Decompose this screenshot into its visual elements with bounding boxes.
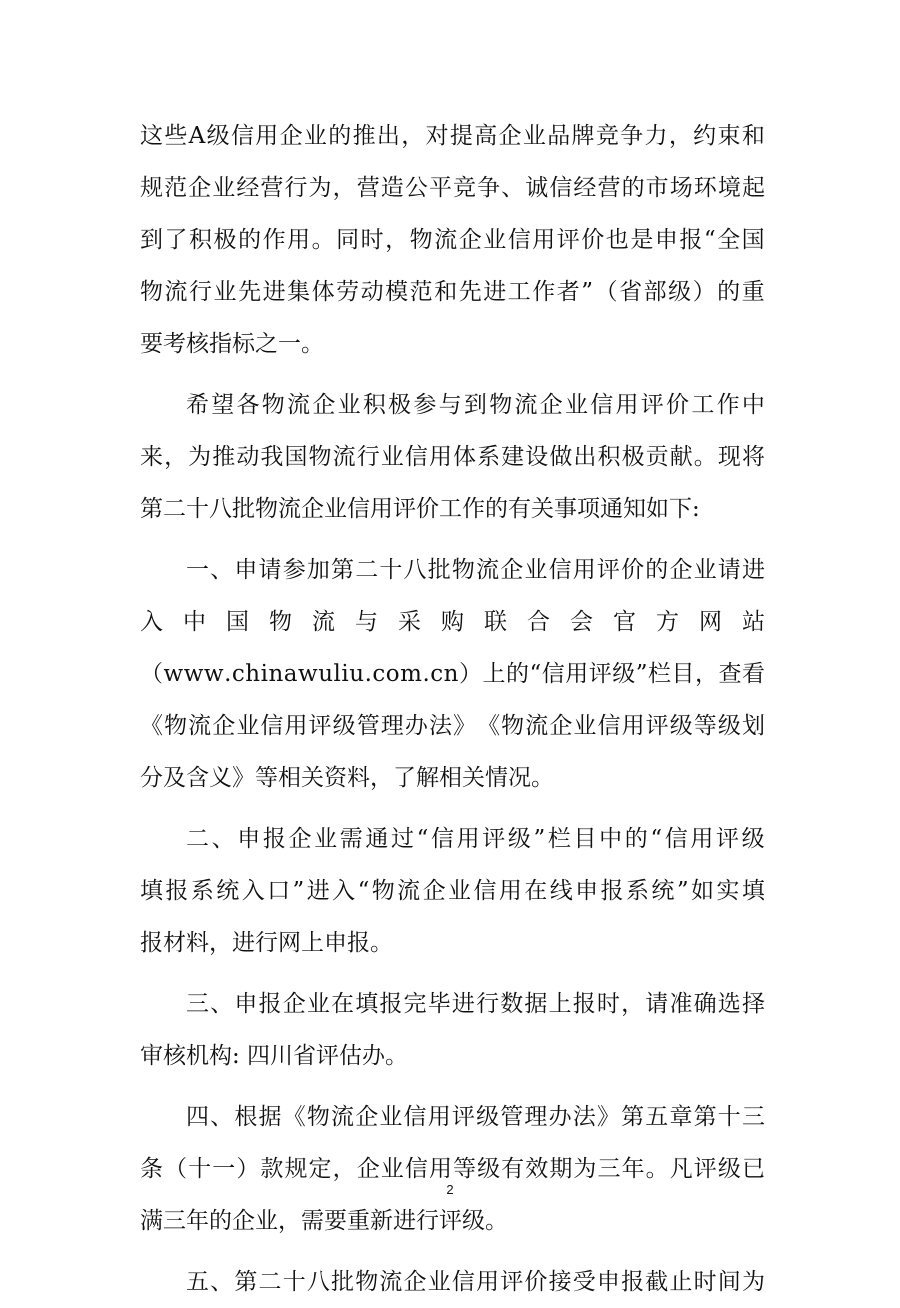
paragraph-item-1 [140, 544, 765, 804]
text-line: 报材料，进行网上申报。 [140, 930, 393, 956]
text-line: 二 、 申 报 企 业 需 通 过 “ 信 用 评 级 ” 栏 目 中 的 “ 信 用 评 级 [186, 826, 765, 852]
text-line: 分及含义》等相关资料，了解相关情况。 [140, 765, 554, 791]
paragraph-item-2 [140, 813, 765, 969]
paragraph-a-level-enterprises [140, 110, 765, 370]
text-line: 第二十八批物流企业信用评价工作的有关事项通知如下: [140, 496, 700, 522]
text-line: 入 中 国 物 流 与 采 购 联 合 会 官 方 网 站 [140, 609, 765, 635]
text-line: 《 物 流 企 业 信 用 评 级 管 理 办 法 》 《 物 流 企 业 信 用 评 级 等 级 划 [140, 713, 765, 739]
text-line: 满三年的企业，需要重新进行评级。 [140, 1208, 508, 1234]
text-line: 物 流 行 业 先 进 集 体 劳 动 模 范 和 先 进 工 作 者 ” （ 省 部 级 ） 的 重 [140, 279, 765, 305]
paragraph-hope [140, 379, 765, 535]
text-line: 条 （ 十 一 ） 款 规 定 ， 企 业 信 用 等 级 有 效 期 为 三 年 。 凡 评 级 已 [140, 1156, 765, 1182]
paragraph-item-3 [140, 978, 765, 1082]
text-line: 规 范 企 业 经 营 行 为 ， 营 造 公 平 竞 争 、 诚 信 经 营 的 市 场 环 境 起 [140, 175, 765, 201]
text-line: 一 、 申 请 参 加 第 二 十 八 批 物 流 企 业 信 用 评 价 的 企 业 请 进 [186, 557, 765, 583]
text-line: 到 了 积 极 的 作 用 。 同 时 ， 物 流 企 业 信 用 评 价 也 是 申 报 “ 全 国 [140, 227, 765, 253]
paragraph-item-4 [140, 1091, 765, 1247]
text-line: （ w w w . c h i n a w u l i u . c o m . c n ） 上 的 “ 信 用 评 级 ” 栏 目 ， 查 看 [140, 661, 765, 687]
body-text [140, 110, 765, 1308]
text-line: 审核机构: 四川省评估办。 [140, 1043, 409, 1069]
text-line: 四 、 根 据 《 物 流 企 业 信 用 评 级 管 理 办 法 》 第 五 章 第 十 三 [186, 1104, 765, 1130]
text-line: 希 望 各 物 流 企 业 积 极 参 与 到 物 流 企 业 信 用 评 价 工 作 中 [186, 392, 765, 418]
text-line: 填 报 系 统 入 口 ” 进 入 “ 物 流 企 业 信 用 在 线 申 报 系 统 ” 如 实 填 [140, 878, 765, 904]
paragraph-item-5 [140, 1256, 765, 1308]
text-line: 要考核指标之一。 [140, 331, 324, 357]
text-line: 五 、 第 二 十 八 批 物 流 企 业 信 用 评 价 接 受 申 报 截 止 时 间 为 [186, 1269, 765, 1295]
page-number: 2 [446, 1182, 454, 1197]
text-line: 三 、 申 报 企 业 在 填 报 完 毕 进 行 数 据 上 报 时 ， 请 准 确 选 择 [186, 991, 765, 1017]
text-line: 这 些 A 级 信 用 企 业 的 推 出 ， 对 提 高 企 业 品 牌 竞 争 力 ， 约 束 和 [140, 123, 765, 149]
text-line: 来 ， 为 推 动 我 国 物 流 行 业 信 用 体 系 建 设 做 出 积 极 贡 献 。 现 将 [140, 444, 765, 470]
